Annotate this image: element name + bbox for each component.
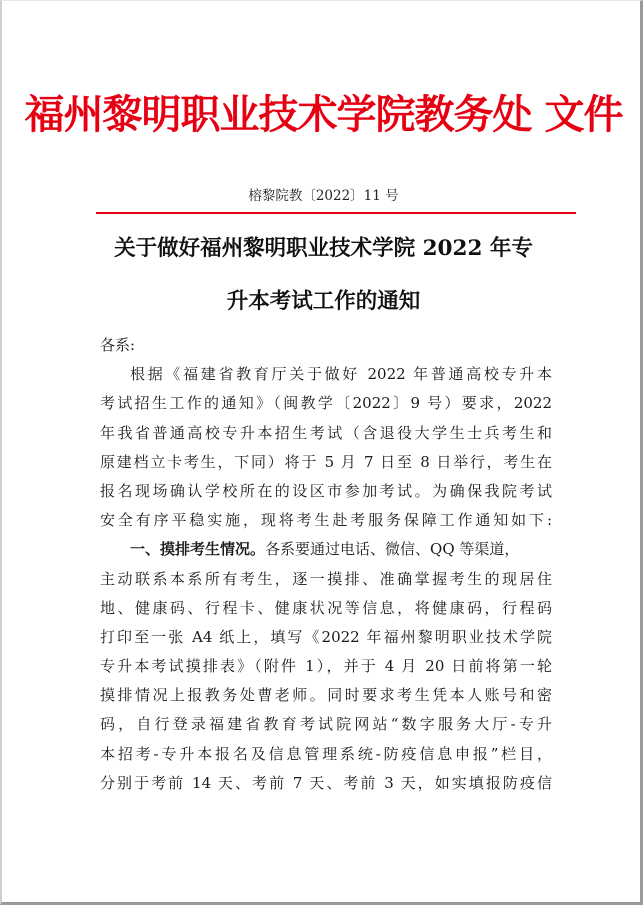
paragraph-2-line: 分别于考前 14 天、考前 7 天、考前 3 天，如实填报防疫信 — [100, 773, 552, 792]
document-header-title: 福州黎明职业技术学院教务处 文件 — [24, 92, 623, 138]
paragraph-1-line: 原建档立卡考生，下同）将于 5 月 7 日至 8 日举行，考生在 — [100, 452, 552, 471]
paragraph-2-line: 摸排情况上报教务处曹老师。同时要求考生凭本人账号和密 — [100, 686, 552, 705]
paragraph-1-line: 考试招生工作的通知》（闽教学〔2022〕9 号）要求，2022 — [100, 394, 552, 413]
salutation: 各系: — [100, 336, 136, 354]
notice-title-line-1: 关于做好福州黎明职业技术学院 2022 年专 — [114, 236, 533, 261]
paragraph-1-line: 安全有序平稳实施，现将考生赴考服务保障工作通知如下: — [100, 511, 552, 530]
paragraph-2-line: 各系要通过电话、微信、QQ 等渠道， — [265, 540, 520, 559]
document-body — [100, 331, 552, 798]
paragraph-1-line: 报名现场确认学校所在的设区市参加考试。为确保我院考试 — [100, 481, 552, 500]
paragraph-2-line: 打印至一张 A4 纸上，填写《2022 年福州黎明职业技术学院 — [100, 627, 552, 646]
section-1-first-line — [100, 535, 552, 564]
section-1-heading: 一、摸排考生情况。 — [130, 540, 266, 559]
paragraph-1-line: 年我省普通高校专升本招生考试（含退役大学生士兵考生和 — [100, 423, 552, 442]
notice-title-line-2: 升本考试工作的通知 — [226, 289, 421, 314]
paragraph-2-line: 本招考-专升本报名及信息管理系统-防疫信息申报”栏目， — [100, 744, 552, 763]
paragraph-2-line: 码，自行登录福建省教育考试院网站“数字服务大厅-专升 — [100, 715, 552, 734]
paragraph-2-line: 主动联系本系所有考生，逐一摸排、准确掌握考生的现居住 — [100, 569, 552, 588]
document-number: 榕黎院教〔2022〕11 号 — [248, 188, 399, 204]
red-divider-line — [96, 212, 576, 214]
paragraph-2-line: 地、健康码、行程卡、健康状况等信息，将健康码，行程码 — [100, 598, 552, 617]
paragraph-2-line: 专升本考试摸排表》（附件 1），并于 4 月 20 日前将第一轮 — [100, 657, 552, 676]
paragraph-1-line: 根据《福建省教育厅关于做好 2022 年普通高校专升本 — [130, 365, 552, 384]
